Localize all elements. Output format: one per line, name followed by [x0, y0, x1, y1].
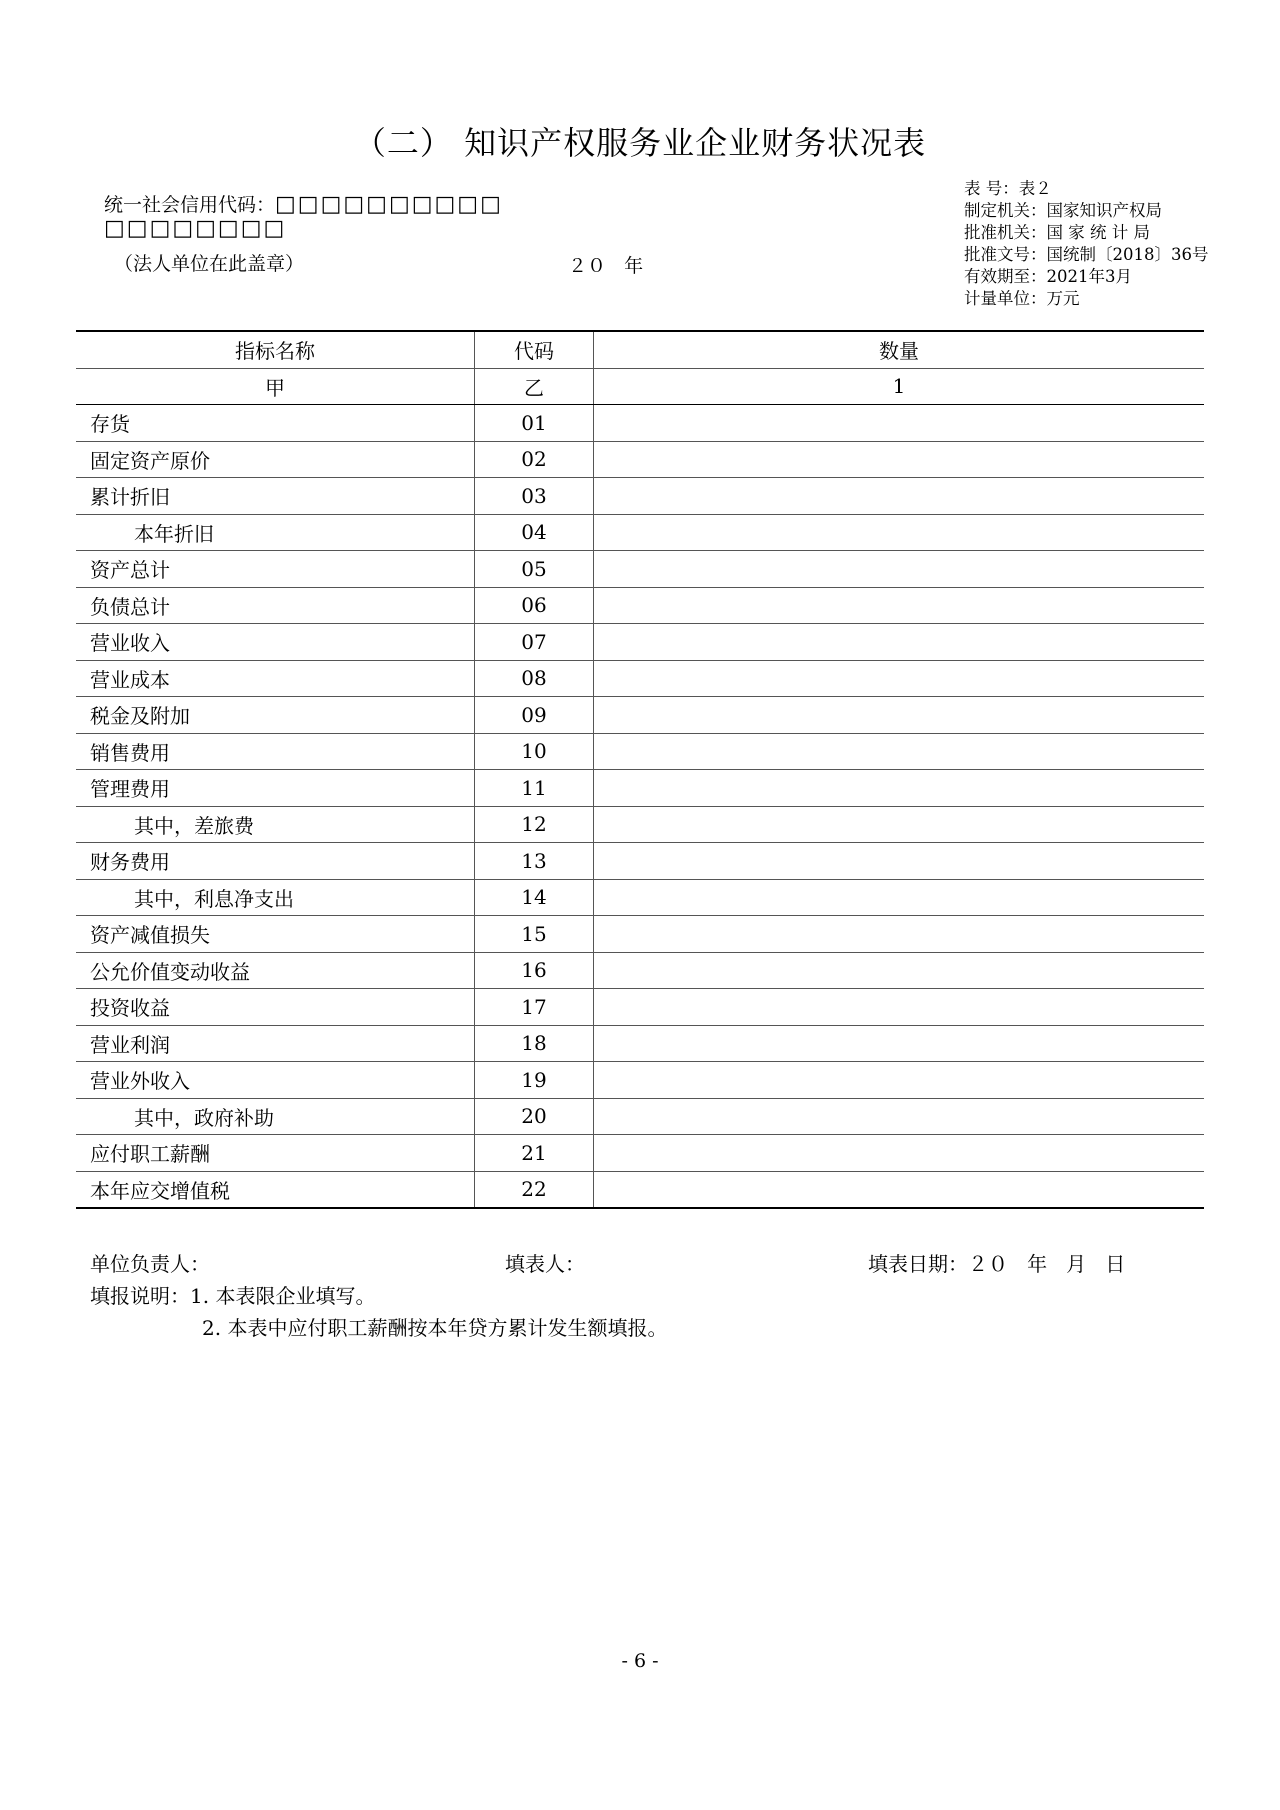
indicator-name: 营业外收入: [76, 1062, 475, 1099]
table-row: [76, 1098, 1204, 1135]
indicator-code: 03: [475, 478, 594, 515]
indicator-name: 税金及附加: [76, 697, 475, 734]
stamp-note: （法人单位在此盖章）: [114, 253, 305, 275]
table-row: [76, 551, 1204, 588]
quantity-cell[interactable]: [594, 989, 1205, 1026]
table-row: [76, 989, 1204, 1026]
form-metadata: [964, 178, 1209, 310]
table-row: [76, 1025, 1204, 1062]
quantity-cell[interactable]: [594, 441, 1205, 478]
indicator-name: 公允价值变动收益: [76, 952, 475, 989]
indicator-code: 12: [475, 806, 594, 843]
indicator-name: 管理费用: [76, 770, 475, 807]
table-subheader-row: [76, 368, 1204, 405]
header-quantity: 数量: [594, 331, 1205, 368]
indicator-code: 08: [475, 660, 594, 697]
indicator-name: 其中，利息净支出: [76, 879, 475, 916]
meta-row: 制定机关：国家知识产权局: [964, 201, 1162, 220]
quantity-cell[interactable]: [594, 697, 1205, 734]
unit-head-label: 单位负责人：: [90, 1252, 210, 1276]
indicator-name: 销售费用: [76, 733, 475, 770]
credit-code-boxes[interactable]: □□□□□□□□□□: [275, 192, 503, 217]
report-year: ２０ 年: [568, 255, 644, 277]
quantity-cell[interactable]: [594, 1098, 1205, 1135]
indicator-name: 应付职工薪酬: [76, 1135, 475, 1172]
indicator-name: 其中，差旅费: [76, 806, 475, 843]
quantity-cell[interactable]: [594, 733, 1205, 770]
table-row: [76, 697, 1204, 734]
meta-row: 有效期至：2021年3月: [964, 267, 1132, 286]
quantity-cell[interactable]: [594, 1025, 1205, 1062]
indicator-name: 资产总计: [76, 551, 475, 588]
indicator-code: 07: [475, 624, 594, 661]
table-row: [76, 441, 1204, 478]
indicator-code: 10: [475, 733, 594, 770]
indicator-name: 本年应交增值税: [76, 1171, 475, 1208]
indicator-code: 09: [475, 697, 594, 734]
signature-row: [90, 1248, 1200, 1280]
indicator-code: 15: [475, 916, 594, 953]
quantity-cell[interactable]: [594, 587, 1205, 624]
note-line-1: 填报说明：1. 本表限企业填写。: [90, 1284, 376, 1308]
indicator-name: 投资收益: [76, 989, 475, 1026]
indicator-name: 累计折旧: [76, 478, 475, 515]
indicator-code: 04: [475, 514, 594, 551]
indicator-code: 20: [475, 1098, 594, 1135]
meta-row: 计量单位：万元: [964, 289, 1080, 308]
table-row: [76, 806, 1204, 843]
indicator-code: 14: [475, 879, 594, 916]
indicator-name: 财务费用: [76, 843, 475, 880]
filling-notes: [90, 1280, 667, 1344]
quantity-cell[interactable]: [594, 1062, 1205, 1099]
quantity-cell[interactable]: [594, 514, 1205, 551]
indicator-code: 19: [475, 1062, 594, 1099]
indicator-code: 02: [475, 441, 594, 478]
quantity-cell[interactable]: [594, 916, 1205, 953]
quantity-cell[interactable]: [594, 879, 1205, 916]
table-row: [76, 624, 1204, 661]
table-row: [76, 405, 1204, 442]
table-row: [76, 1171, 1204, 1208]
quantity-cell[interactable]: [594, 478, 1205, 515]
indicator-code: 06: [475, 587, 594, 624]
indicator-name: 存货: [76, 405, 475, 442]
header-code: 代码: [475, 331, 594, 368]
table-row: [76, 1135, 1204, 1172]
table-row: [76, 587, 1204, 624]
indicator-name: 营业收入: [76, 624, 475, 661]
table-row: [76, 478, 1204, 515]
quantity-cell[interactable]: [594, 405, 1205, 442]
quantity-cell[interactable]: [594, 952, 1205, 989]
quantity-cell[interactable]: [594, 551, 1205, 588]
quantity-cell[interactable]: [594, 660, 1205, 697]
table-row: [76, 916, 1204, 953]
indicator-code: 18: [475, 1025, 594, 1062]
table-header-row: [76, 331, 1204, 368]
indicator-name: 营业成本: [76, 660, 475, 697]
subheader-yi: 乙: [475, 368, 594, 405]
credit-code-label: 统一社会信用代码：: [104, 194, 276, 216]
indicator-code: 05: [475, 551, 594, 588]
quantity-cell[interactable]: [594, 770, 1205, 807]
meta-row: 表 号：表２: [964, 179, 1052, 198]
page-number: - 6 -: [621, 1650, 659, 1672]
filler-label: 填表人：: [505, 1252, 585, 1276]
fill-date-label: 填表日期：２０ 年 月 日: [868, 1252, 1126, 1276]
indicator-name: 负债总计: [76, 587, 475, 624]
table-row: [76, 514, 1204, 551]
indicator-code: 21: [475, 1135, 594, 1172]
header-indicator-name: 指标名称: [76, 331, 475, 368]
table-row: [76, 879, 1204, 916]
quantity-cell[interactable]: [594, 806, 1205, 843]
credit-code-boxes-row2[interactable]: □□□□□□□□: [104, 216, 287, 241]
table-row: [76, 660, 1204, 697]
note-line-2: 2. 本表中应付职工薪酬按本年贷方累计发生额填报。: [202, 1316, 668, 1340]
credit-code-line: [104, 190, 503, 217]
quantity-cell[interactable]: [594, 624, 1205, 661]
subheader-1: 1: [594, 368, 1205, 405]
page-title: （二） 知识产权服务业企业财务状况表: [353, 124, 927, 162]
subheader-jia: 甲: [76, 368, 475, 405]
indicator-code: 01: [475, 405, 594, 442]
indicator-name: 固定资产原价: [76, 441, 475, 478]
table-row: [76, 733, 1204, 770]
table-row: [76, 843, 1204, 880]
quantity-cell[interactable]: [594, 1135, 1205, 1172]
quantity-cell[interactable]: [594, 1171, 1205, 1208]
indicator-code: 11: [475, 770, 594, 807]
indicator-name: 营业利润: [76, 1025, 475, 1062]
table-row: [76, 1062, 1204, 1099]
indicator-code: 16: [475, 952, 594, 989]
meta-row: 批准机关：国 家 统 计 局: [964, 223, 1150, 242]
indicator-code: 22: [475, 1171, 594, 1208]
financial-status-table: [76, 330, 1204, 1209]
meta-row: 批准文号：国统制〔2018〕36号: [964, 245, 1209, 264]
table-row: [76, 952, 1204, 989]
quantity-cell[interactable]: [594, 843, 1205, 880]
indicator-code: 17: [475, 989, 594, 1026]
indicator-name: 本年折旧: [76, 514, 475, 551]
table-row: [76, 770, 1204, 807]
indicator-name: 其中，政府补助: [76, 1098, 475, 1135]
indicator-code: 13: [475, 843, 594, 880]
indicator-name: 资产减值损失: [76, 916, 475, 953]
